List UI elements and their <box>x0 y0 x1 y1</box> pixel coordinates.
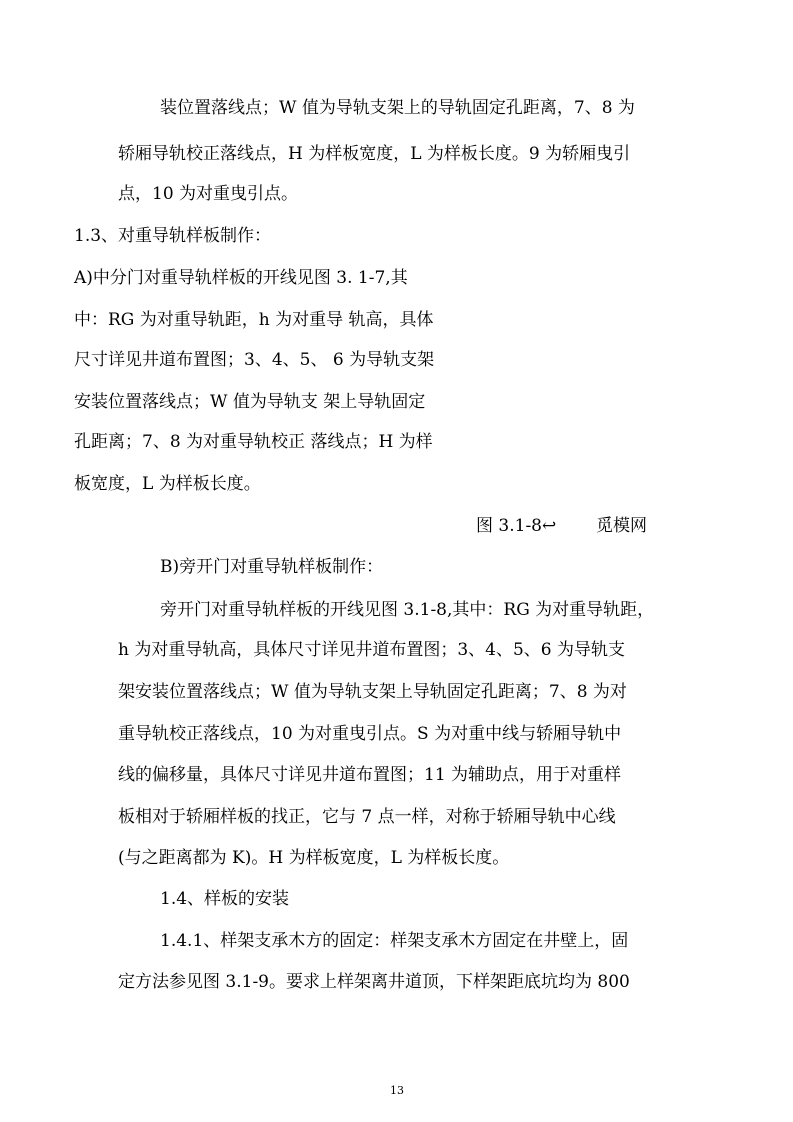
part-b-line-2: h 为对重导轨高，具体尺寸详见井道布置图；3、4、5、6 为导轨支 <box>118 640 626 660</box>
part-a-line-4: 安装位置落线点；W 值为导轨支 架上导轨固定 <box>74 392 426 412</box>
subsection-1-4-1-line-1: 1.4.1、样架支承木方的固定：样架支承木方固定在井壁上，固 <box>160 931 629 951</box>
section-1-3-heading: 1.3、对重导轨样板制作： <box>74 226 272 246</box>
part-b-line-3: 架安装位置落线点；W 值为导轨支架上导轨固定孔距离；7、8 为对 <box>118 682 627 702</box>
part-b-line-7: (与之距离都为 K)。H 为样板宽度，L 为样板长度。 <box>118 848 510 868</box>
part-a-line-6: 板宽度，L 为样板长度。 <box>74 474 261 494</box>
part-a-line-3: 尺寸详见井道布置图；3、4、5、 6 为导轨支架 <box>74 350 435 370</box>
section-1-4-heading: 1.4、样板的安装 <box>160 889 290 909</box>
part-a-line-2: 中：RG 为对重导轨距，h 为对重导 轨高，具体 <box>74 310 434 330</box>
part-b-line-4: 重导轨校正落线点，10 为对重曳引点。S 为对重中线与轿厢导轨中 <box>118 724 622 744</box>
page-number: 13 <box>390 1084 404 1097</box>
subsection-1-4-1-line-2: 定方法参见图 3.1-9。要求上样架离井道顶，下样架距底坑均为 800 <box>118 972 630 992</box>
paragraph-1-line-2: 轿厢导轨校正落线点，H 为样板宽度，L 为样板长度。9 为轿厢曳引 <box>118 144 631 164</box>
part-b-line-6: 板相对于轿厢样板的找正，它与 7 点一样，对称于轿厢导轨中心线 <box>118 807 616 827</box>
part-b-line-5: 线的偏移量，具体尺寸详见井道布置图；11 为辅助点，用于对重样 <box>118 765 622 785</box>
part-a-line-5: 孔距离；7、8 为对重导轨校正 落线点；H 为样 <box>74 432 433 452</box>
part-a-line-1: A)中分门对重导轨样板的开线见图 3. 1-7,其 <box>74 268 408 288</box>
watermark: 觅模网 <box>596 516 647 536</box>
paragraph-1-line-1: 装位置落线点；W 值为导轨支架上的导轨固定孔距离，7、8 为 <box>160 98 635 118</box>
figure-caption: 图 3.1-8↩ <box>476 516 557 536</box>
part-b-line-1: 旁开门对重导轨样板的开线见图 3.1-8,其中：RG 为对重导轨距， <box>160 600 655 620</box>
paragraph-1-line-3: 点，10 为对重曳引点。 <box>118 184 299 204</box>
part-b-heading: B)旁开门对重导轨样板制作： <box>160 557 384 577</box>
